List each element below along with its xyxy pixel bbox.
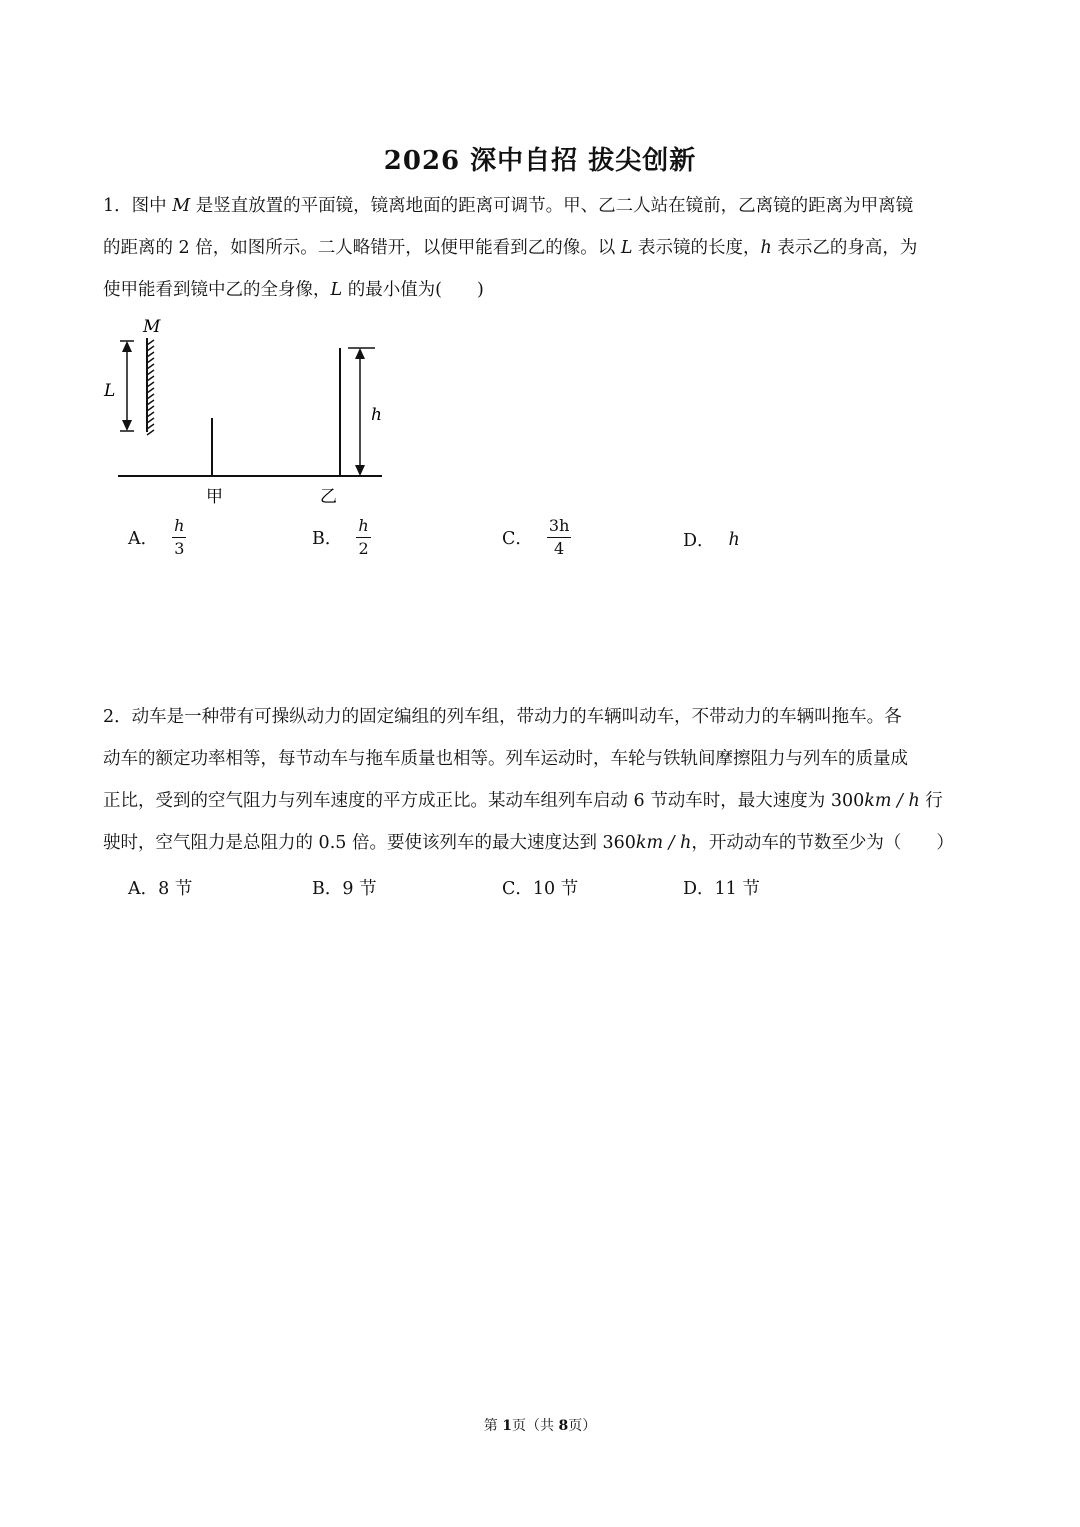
option-text: 8 节 (158, 879, 193, 899)
option-letter: A． (128, 879, 159, 899)
option-letter: B． (312, 529, 343, 549)
hatch-mark (147, 364, 154, 369)
hatch-mark (147, 406, 154, 411)
hatch-mark (147, 370, 154, 375)
option-text: 9 节 (342, 879, 377, 899)
hatch-mark (147, 388, 154, 393)
fraction (547, 516, 571, 559)
option-letter: B． (312, 879, 343, 899)
fraction-numerator: h (356, 516, 370, 538)
person-a-label: 甲 (206, 487, 223, 507)
fraction-numerator: 3h (547, 516, 571, 538)
person-b-label: 乙 (320, 487, 337, 507)
fraction-denominator: 3 (174, 539, 185, 558)
text-line: 正比，受到的空气阻力与列车速度的平方成正比。某动车组列车启动 6 节动车时，最大速度为 300km / h 行 (103, 791, 943, 811)
page-footer: 第 1页（共 8页） (483, 1418, 597, 1434)
math-variable: km / h (635, 833, 692, 853)
text-line: 1．图中 M 是竖直放置的平面镜，镜离地面的距离可调节。甲、乙二人站在镜前，乙离镜的距离为甲离镜 (103, 196, 914, 216)
q2-option-a[interactable] (128, 875, 192, 900)
option-text: h (728, 529, 740, 550)
option-letter: D． (683, 879, 715, 899)
math-variable: h (760, 238, 772, 258)
option-letter: D． (683, 531, 715, 551)
height-label: h (371, 405, 382, 425)
page-number: 1 (502, 1418, 512, 1434)
page-title: 2026 深中自招 拔尖创新 (383, 146, 697, 176)
fraction (172, 516, 186, 559)
hatch-mark (147, 430, 154, 435)
hatch-mark (147, 340, 154, 345)
hatch-mark (147, 418, 154, 423)
option-letter: C． (502, 879, 533, 899)
text-line: 使甲能看到镜中乙的全身像，L 的最小值为( ) (103, 280, 484, 300)
hatch-mark (147, 382, 154, 387)
math-variable: km / h (864, 791, 920, 811)
fraction (356, 516, 370, 559)
math-variable: M (172, 196, 191, 216)
hatch-mark (147, 376, 154, 381)
option-letter: C． (502, 529, 533, 549)
text-line: 2．动车是一种带有可操纵动力的固定编组的列车组，带动力的车辆叫动车，不带动力的车辆叫拖车。各 (103, 707, 902, 727)
text-line: 动车的额定功率相等，每节动车与拖车质量也相等。列车运动时，车轮与铁轨间摩擦阻力与列车的质量成 (103, 749, 908, 769)
hatch-mark (147, 400, 154, 405)
hatch-mark (147, 412, 154, 417)
option-text: 10 节 (532, 879, 579, 899)
q2-option-d[interactable] (683, 875, 760, 900)
q1-option-a[interactable] (128, 516, 186, 559)
hatch-mark (147, 358, 154, 363)
fraction-denominator: 2 (358, 539, 369, 558)
fraction-denominator: 4 (554, 539, 565, 558)
question-1-text (103, 185, 978, 311)
text-line: 的距离的 2 倍，如图所示。二人略错开，以便甲能看到乙的像。以 L 表示镜的长度，h 表示乙的身高，为 (103, 238, 918, 258)
mirror-hatching (147, 340, 154, 435)
mirror-diagram (100, 310, 400, 510)
option-letter: A． (128, 529, 159, 549)
q2-option-c[interactable] (502, 875, 578, 900)
hatch-mark (147, 394, 154, 399)
page-total: 8 (558, 1418, 569, 1434)
hatch-mark (147, 352, 154, 357)
hatch-mark (147, 424, 154, 429)
mirror-label: M (143, 317, 161, 337)
q1-option-b[interactable] (312, 516, 371, 559)
text-line: 驶时，空气阻力是总阻力的 0.5 倍。要使该列车的最大速度达到 360km / h，开动动车的节数至少为（ ） (103, 833, 954, 853)
question-2-text (103, 696, 978, 864)
math-variable: L (330, 280, 343, 300)
fraction-numerator: h (172, 516, 186, 538)
q2-option-b[interactable] (312, 875, 377, 900)
length-label: L (104, 381, 116, 401)
math-variable: L (620, 238, 633, 258)
hatch-mark (147, 346, 154, 351)
q1-option-c[interactable] (502, 516, 571, 559)
option-text: 11 节 (714, 879, 760, 899)
q1-option-d[interactable] (683, 527, 740, 552)
